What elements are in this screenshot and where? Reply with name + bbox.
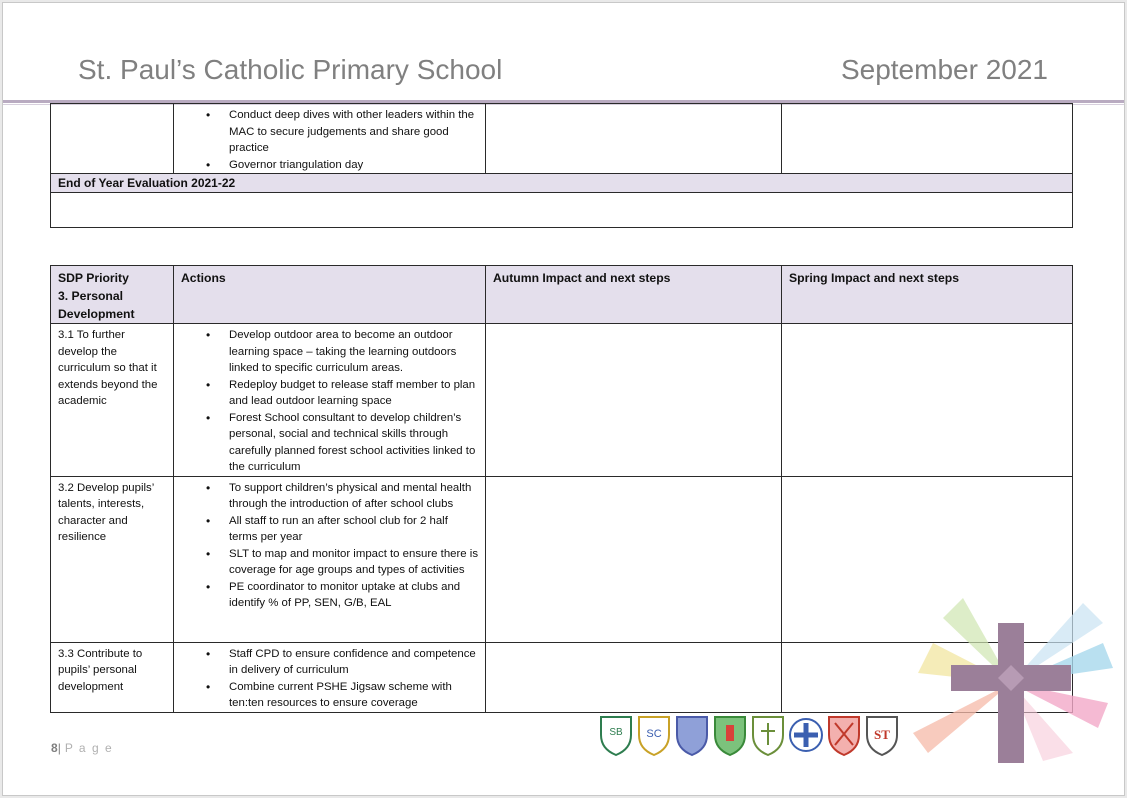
objective-cell [51,104,174,174]
action-item: • Develop outdoor area to become an outdoor learning space – taking the learning outdoors linked to specific curriculum areas. [229,327,479,377]
evaluation-row [51,193,1073,228]
autumn-header: Autumn Impact and next steps [486,266,782,324]
partner-crests [595,711,905,757]
action-item: • Conduct deep dives with other leaders within the MAC to secure judgements and share good practice [229,107,479,157]
crest-icon-2 [639,717,669,755]
action-item: • SLT to map and monitor impact to ensure there is coverage for age groups and types of activities [229,546,479,579]
document-page [2,2,1125,796]
action-item: • Forest School consultant to develop children’s personal, social and technical skills through carefully planned forest school activities linked to the curriculum [229,410,479,476]
svg-text:SC: SC [646,728,662,740]
actions-cell [174,104,486,174]
page-label: P a g e [64,741,114,755]
actions-list [181,480,479,612]
continuation-table [50,103,1073,228]
actions-cell [174,642,486,712]
objective-cell: 3.3 Contribute to pupils’ personal development [51,642,174,712]
continuation-row [51,104,1073,174]
crest-icon-7 [829,717,859,755]
action-item: • Combine current PSHE Jigsaw scheme with ten:ten resources to ensure coverage [229,679,479,712]
action-item: • To support children’s physical and mental health through the introduction of after school clubs [229,480,479,513]
crest-icon-8 [867,717,897,755]
priority-header-line2: 3. Personal Development [58,289,135,321]
crest-icon-6 [790,719,822,751]
crest-icon-5 [753,717,783,755]
spring-cell [782,104,1073,174]
priority-header-cell [51,266,174,324]
actions-cell [174,476,486,642]
crest-icon-4 [715,717,745,755]
action-item: • PE coordinator to monitor uptake at clubs and identify % of PP, SEN, G/B, EAL [229,579,479,612]
action-item: • Governor triangulation day [229,157,479,174]
actions-cell [174,324,486,477]
page-footer [51,741,113,755]
action-item: • Staff CPD to ensure confidence and competence in delivery of curriculum [229,646,479,679]
evaluation-header-row [51,174,1073,193]
autumn-cell [486,642,782,712]
actions-list [181,327,479,476]
actions-list [181,646,479,712]
autumn-cell [486,476,782,642]
crest-icon-1 [601,717,631,755]
crest-icon-3 [677,717,707,755]
priority-header-line1: SDP Priority [58,271,129,285]
svg-text:SB: SB [609,727,623,738]
spring-cell [782,324,1073,477]
spring-header: Spring Impact and next steps [782,266,1073,324]
actions-header: Actions [174,266,486,324]
header-date: September 2021 [840,54,1048,85]
action-item: • All staff to run an after school club for 2 half terms per year [229,513,479,546]
svg-text:ST: ST [874,727,890,742]
page-number: 8 [51,741,58,755]
objective-cell: 3.1 To further develop the curriculum so that it extends beyond the academic [51,324,174,477]
autumn-cell [486,104,782,174]
actions-list [181,107,479,173]
footer-separator: | [57,741,61,755]
cross-logo-icon [903,583,1124,763]
action-item: • Redeploy budget to release staff member to plan and lead outdoor learning space [229,377,479,410]
priority-header-row [51,266,1073,324]
objective-cell: 3.2 Develop pupils’ talents, interests, character and resilience [51,476,174,642]
evaluation-cell [51,193,1073,228]
table-row [51,324,1073,477]
evaluation-label: End of Year Evaluation 2021-22 [51,174,1073,193]
school-name: St. Paul’s Catholic Primary School [78,54,503,85]
autumn-cell [486,324,782,477]
